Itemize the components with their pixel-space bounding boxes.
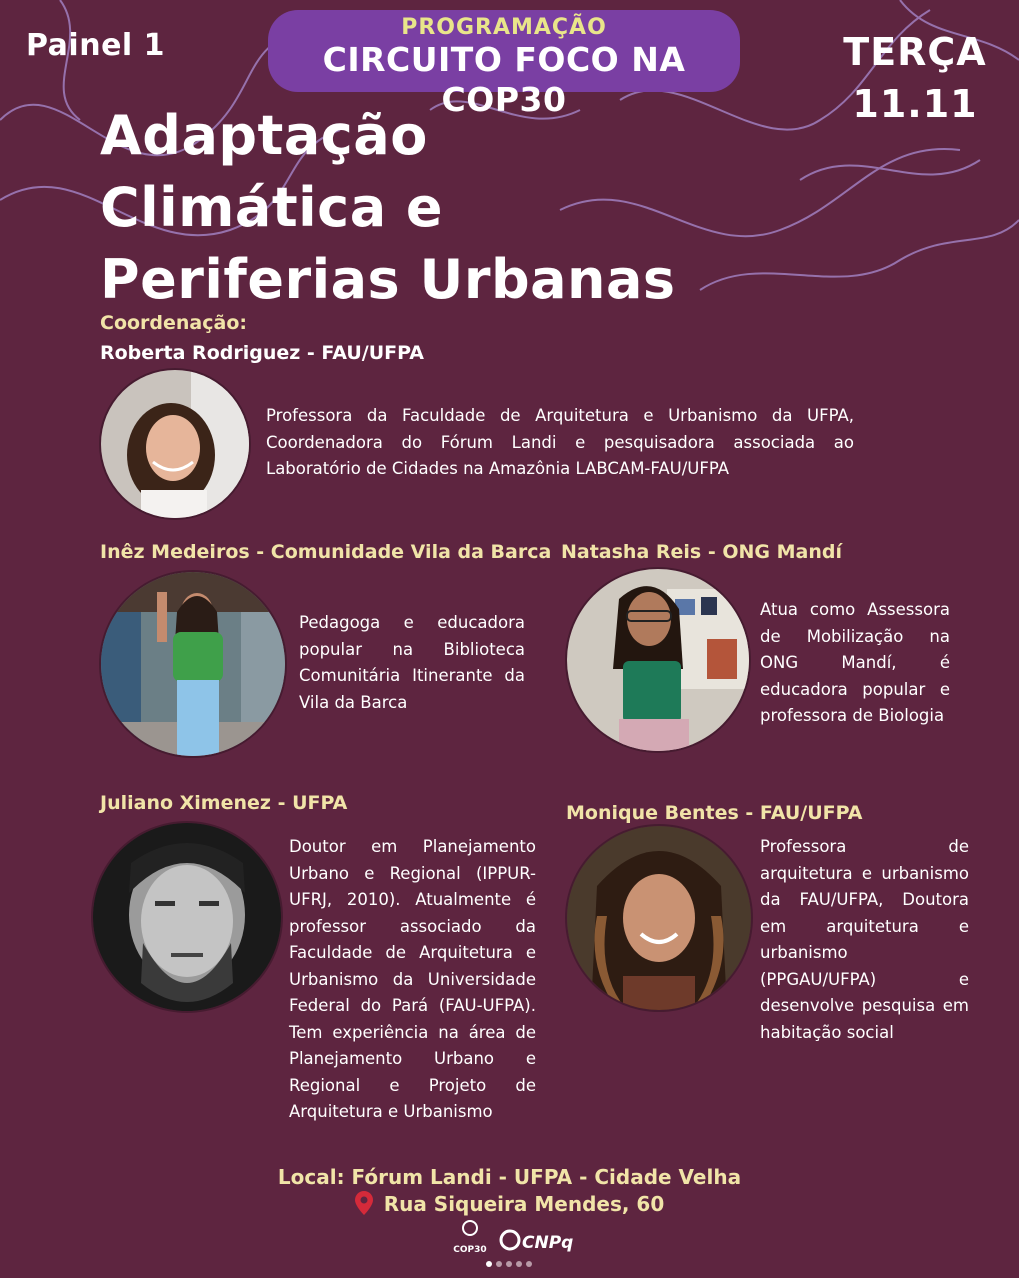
speaker-bio-juliano: Doutor em Planejamento Urbano e Regional (IPPUR-UFRJ, 2010). Atualmente é professor associado da Faculdade de Arquitetura e Urbanismo da Universidade Federal do Pará (FAU-UFPA). Tem experiência na área de Planejamento Urbano e Regional e Projeto de Arquitetura e Urbanismo <box>289 837 536 1121</box>
event-day: TERÇA <box>843 30 987 74</box>
carousel-dot[interactable] <box>526 1261 532 1267</box>
coordinator-name: Roberta Rodriguez - FAU/UFPA <box>100 342 424 364</box>
title-line-2: Climática e <box>100 176 444 239</box>
speaker-photo-ines <box>101 572 285 756</box>
carousel-dots[interactable] <box>484 1252 534 1271</box>
program-badge <box>268 10 740 119</box>
coordinator-bio: Professora da Faculdade de Arquitetura e Urbanismo da UFPA, Coordenadora do Fórum Landi e pesquisadora associada ao Laboratório de Cidades na Amazônia LABCAM-FAU/UFPA <box>266 406 854 478</box>
event-location: Local: Fórum Landi - UFPA - Cidade Velha <box>277 1165 742 1189</box>
speaker-photo-juliano <box>93 823 281 1011</box>
speaker-bio-ines: Pedagoga e educadora popular na Biblioteca Comunitária Itinerante da Vila da Barca <box>299 613 525 712</box>
speaker-bio-natasha: Atua como Assessora de Mobilização na ONG Mandí, é educadora popular e professora de Biologia <box>760 600 950 725</box>
panel-label: Painel 1 <box>26 28 166 63</box>
location-pin-icon <box>355 1191 373 1220</box>
carousel-dot[interactable] <box>486 1261 492 1267</box>
speaker-photo-natasha <box>567 569 749 751</box>
event-address-row <box>0 1191 1019 1220</box>
speaker-photo-monique <box>567 826 751 1010</box>
speaker-name-natasha: Natasha Reis - ONG Mandí <box>561 541 842 563</box>
title-line-3: Periferias Urbanas <box>100 248 676 311</box>
cnpq-logo <box>501 1231 573 1253</box>
speaker-name-ines: Inêz Medeiros - Comunidade Vila da Barca <box>100 541 552 563</box>
cop30-logo <box>453 1221 486 1255</box>
coordinator-photo <box>101 370 249 518</box>
page-title <box>100 100 676 316</box>
svg-text:COP30: COP30 <box>453 1245 487 1255</box>
badge-circuit-title: CIRCUITO FOCO NA COP30 <box>322 40 686 119</box>
carousel-dot[interactable] <box>496 1261 502 1267</box>
event-date <box>840 26 990 130</box>
title-line-1: Adaptação <box>100 104 428 167</box>
event-date-number: 11.11 <box>852 82 978 126</box>
speaker-name-monique: Monique Bentes - FAU/UFPA <box>566 802 863 824</box>
speaker-name-juliano: Juliano Ximenez - UFPA <box>100 792 348 814</box>
speaker-bio-monique: Professora de arquitetura e urbanismo da FAU/UFPA, Doutora em arquitetura e urbanismo (PPGAU/UFPA) e desenvolve pesquisa em habitação social <box>760 837 969 1042</box>
event-address: Rua Siqueira Mendes, 60 <box>383 1192 665 1216</box>
coordination-label: Coordenação: <box>100 312 247 334</box>
badge-program-label: PROGRAMAÇÃO <box>401 15 607 40</box>
svg-text:CNPq: CNPq <box>522 1233 574 1253</box>
carousel-dot[interactable] <box>516 1261 522 1267</box>
carousel-dot[interactable] <box>506 1261 512 1267</box>
